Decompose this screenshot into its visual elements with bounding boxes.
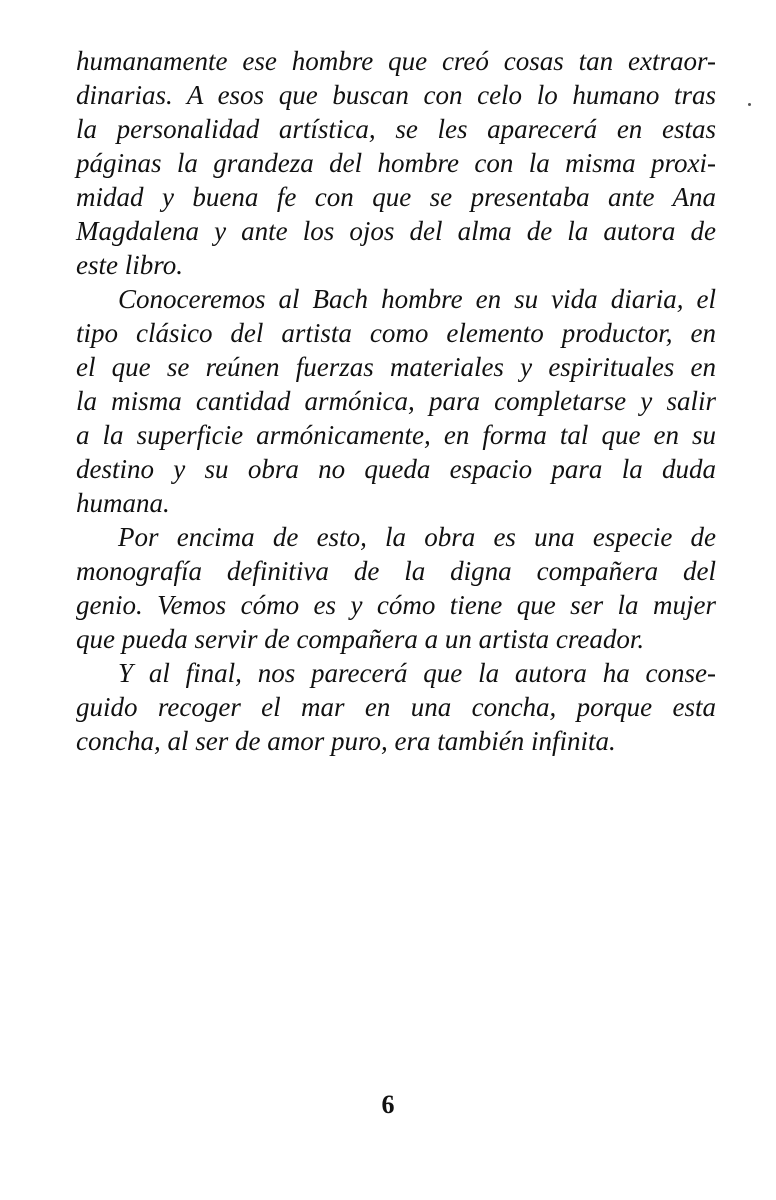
text-line: el que se reúnen fuerzas materiales y espirituales en xyxy=(76,352,716,382)
text-line: Magdalena y ante los ojos del alma de la autora de xyxy=(76,216,716,246)
text-line: Conoceremos al Bach hombre en su vida diaria, el xyxy=(118,284,716,314)
page-number: 6 xyxy=(381,1090,395,1119)
text-line: a la superficie armónicamente, en forma tal que en su xyxy=(76,420,716,450)
text-line: guido recoger el mar en una concha, porque esta xyxy=(76,692,716,722)
text-line: que pueda servir de compañera a un artista creador. xyxy=(76,624,645,654)
text-line: páginas la grandeza del hombre con la misma proxi- xyxy=(76,148,716,178)
body-text xyxy=(76,44,716,758)
text-line: destino y su obra no queda espacio para la duda xyxy=(76,454,716,484)
print-speck xyxy=(748,103,751,106)
text-line: dinarias. A esos que buscan con celo lo humano tras xyxy=(76,80,716,110)
text-line: humana. xyxy=(76,488,170,518)
text-line: este libro. xyxy=(76,250,183,280)
text-line: tipo clásico del artista como elemento productor, en xyxy=(76,318,716,348)
text-line: genio. Vemos cómo es y cómo tiene que ser la mujer xyxy=(76,590,716,620)
text-line: la personalidad artística, se les aparecerá en estas xyxy=(76,114,716,144)
text-line: la misma cantidad armónica, para completarse y salir xyxy=(76,386,716,416)
text-line: Y al final, nos parecerá que la autora ha conse- xyxy=(118,658,716,688)
text-line: monografía definitiva de la digna compañera del xyxy=(76,556,716,586)
text-line: humanamente ese hombre que creó cosas tan extraor- xyxy=(76,46,716,76)
text-line: concha, al ser de amor puro, era también infinita. xyxy=(76,726,616,756)
text-line: Por encima de esto, la obra es una especie de xyxy=(118,522,716,552)
text-line: midad y buena fe con que se presentaba ante Ana xyxy=(76,182,716,212)
